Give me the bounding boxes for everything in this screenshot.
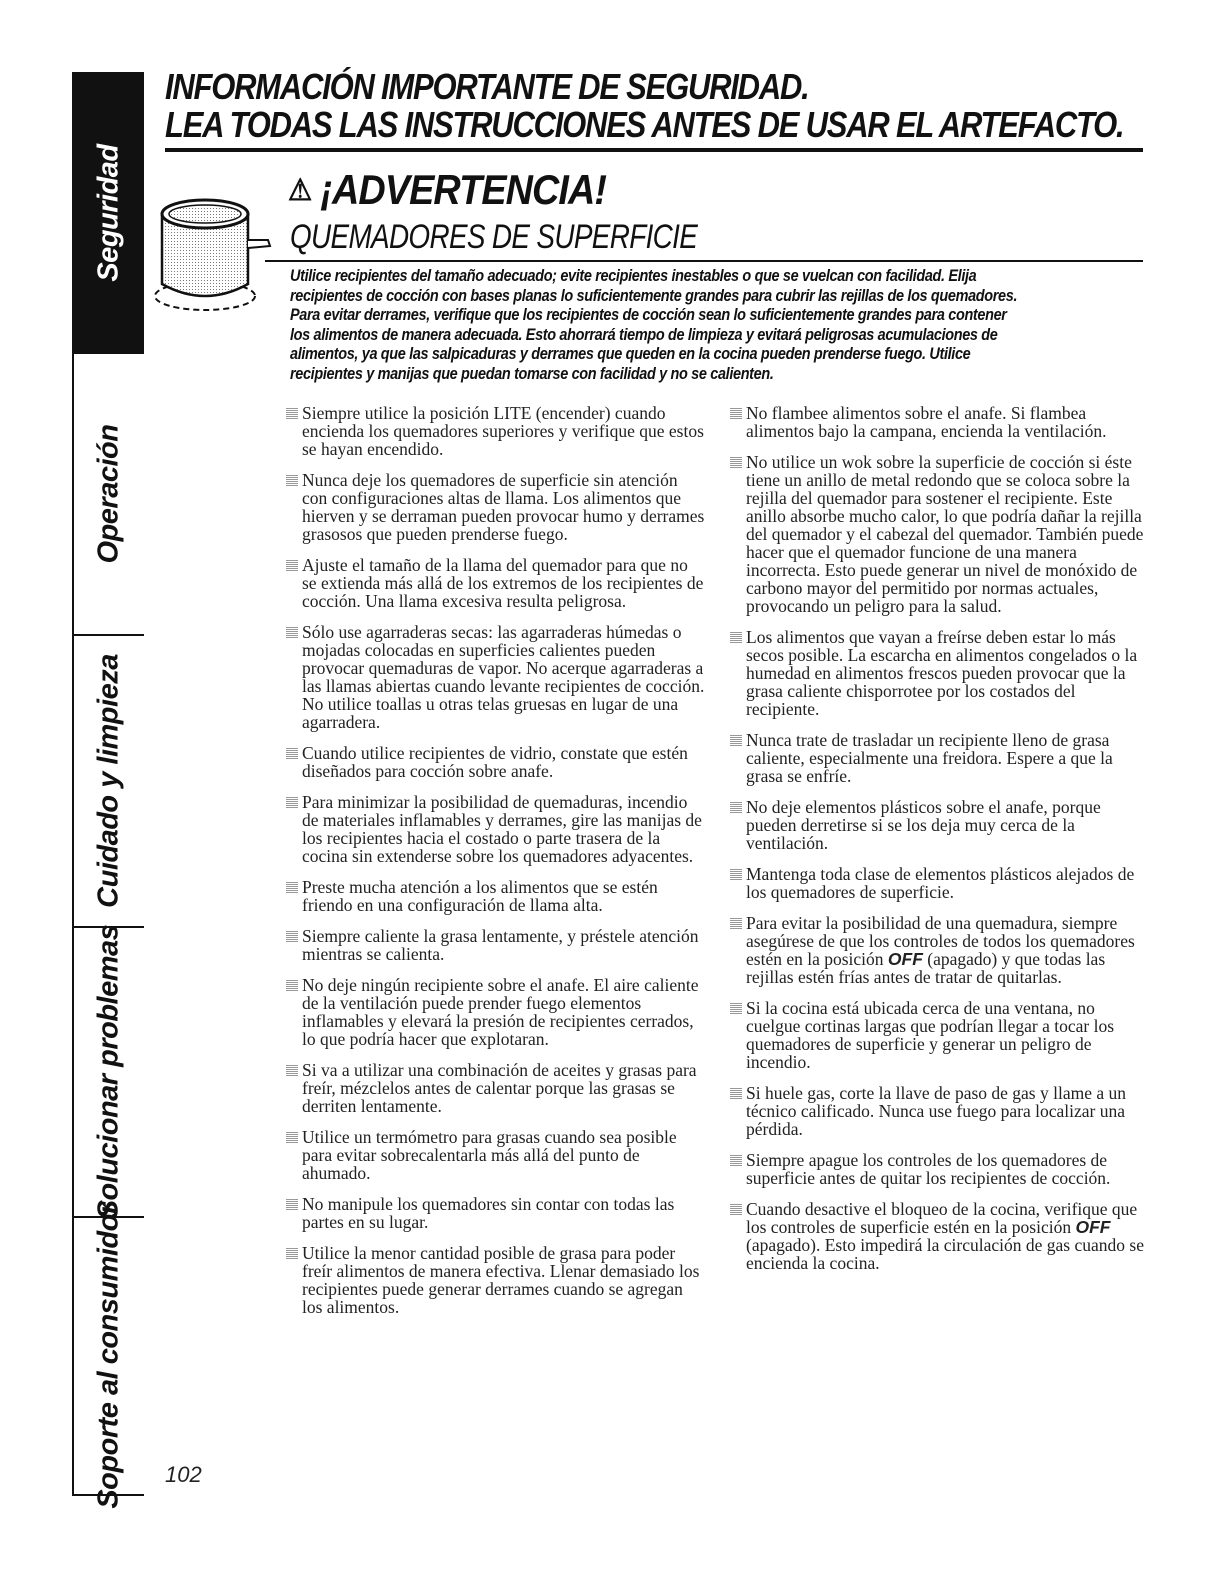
intro-line: recipientes y manijas que puedan tomarse con facilidad y no se calienten.	[290, 363, 774, 383]
bullet-icon	[286, 474, 298, 486]
pot-burner-icon	[150, 196, 275, 316]
bullet-icon	[730, 917, 742, 929]
warning-divider	[265, 260, 1143, 262]
list-item: Nunca deje los quemadores de superficie sin atención con configuraciones altas de llama. Los alimentos que hierven y se derraman pueden provocar humo y derrames grasosos que pueden prenderse fuego.	[286, 471, 706, 543]
list-item: Utilice un termómetro para grasas cuando sea posible para evitar sobrecalentarla más allá del punto de ahumado.	[286, 1128, 706, 1182]
tab-label: Operación	[92, 424, 125, 564]
header-line-1: INFORMACIÓN IMPORTANTE DE SEGURIDAD.	[165, 66, 809, 107]
tab-operacion[interactable]	[74, 354, 144, 636]
tab-label: Solucionar problemas	[92, 924, 125, 1220]
intro-line: Utilice recipientes del tamaño adecuado; evite recipientes inestables o que se vuelcan con facilidad. Elija	[290, 266, 977, 285]
bullet-icon	[730, 456, 742, 468]
intro-line: los alimentos de manera adecuada. Esto ahorrará tiempo de limpieza y evitará peligrosas acumulaciones de	[290, 324, 998, 344]
bullet-icon	[286, 747, 298, 759]
bullet-icon	[286, 559, 298, 571]
list-item: Siempre caliente la grasa lentamente, y préstele atención mientras se calienta.	[286, 927, 706, 963]
warning-intro	[290, 266, 1132, 384]
list-item: Utilice la menor cantidad posible de grasa para poder freír alimentos de manera efectiva. Llenar demasiado los recipientes puede generar derrames cuando se agregan los alimentos.	[286, 1244, 706, 1316]
tab-solucionar-problemas[interactable]	[74, 924, 144, 1220]
tab-seguridad[interactable]	[74, 74, 144, 354]
warning-triangle-icon: ⚠	[288, 173, 312, 207]
warning-title	[288, 166, 606, 214]
list-item: Si va a utilizar una combinación de aceites y grasas para freír, mézclelos antes de calentar porque las grasas se derriten lentamente.	[286, 1061, 706, 1115]
list-item: Si huele gas, corte la llave de paso de gas y llame a un técnico calificado. Nunca use fuego para localizar una pérdida.	[730, 1084, 1150, 1138]
list-item: Nunca trate de trasladar un recipiente lleno de grasa caliente, especialmente una freidora. Espere a que la grasa se enfríe.	[730, 731, 1150, 785]
list-item: Cuando utilice recipientes de vidrio, constate que estén diseñados para cocción sobre anafe.	[286, 744, 706, 780]
bullet-icon	[286, 881, 298, 893]
header-line-2: LEA TODAS LAS INSTRUCCIONES ANTES DE USAR EL ARTEFACTO.	[165, 104, 1124, 145]
list-item: Preste mucha atención a los alimentos que se estén friendo en una configuración de llama alta.	[286, 878, 706, 914]
bullet-icon	[730, 1087, 742, 1099]
list-item: Para evitar la posibilidad de una quemadura, siempre asegúrese de que los controles de todos los quemadores estén en la posición OFF (apagado) y que todas las rejillas estén frías antes de tratar de quitarlas.	[730, 914, 1150, 986]
bullet-icon	[286, 930, 298, 942]
bullet-icon	[730, 734, 742, 746]
intro-line: Para evitar derrames, verifique que los recipientes de cocción sean lo suficientemente grandes para contener	[290, 305, 1007, 325]
list-item: No utilice un wok sobre la superficie de cocción si éste tiene un anillo de metal redondo que se coloca sobre la rejilla del quemador para sostener el recipiente. Este anillo absorbe mucho calor, lo que podría dañar la rejilla del quemador y el cabezal del quemador. También puede hacer que el quemador funcione de una manera incorrecta. Esto puede generar un nivel de monóxido de carbono mayor del permitido por normas actuales, provocando un peligro para la salud.	[730, 453, 1150, 615]
tab-label: Soporte al consumidor	[92, 1203, 125, 1509]
list-item: Sólo use agarraderas secas: las agarraderas húmedas o mojadas colocadas en superficies calientes pueden provocar quemaduras de vapor. No acerque agarraderas a las llamas abiertas cuando levante recipientes de cocción. No utilice toallas u otras telas gruesas en lugar de una agarradera.	[286, 623, 706, 731]
page-header	[165, 66, 1124, 145]
left-column	[286, 404, 706, 1329]
list-item: Si la cocina está ubicada cerca de una ventana, no cuelgue cortinas largas que podrían llegar a tocar los quemadores de superficie y generar un peligro de incendio.	[730, 999, 1150, 1071]
header-divider	[165, 148, 1143, 152]
bullet-icon	[730, 801, 742, 813]
bullet-icon	[286, 979, 298, 991]
bullet-icon	[286, 1064, 298, 1076]
bullet-icon	[730, 1154, 742, 1166]
list-item: No deje elementos plásticos sobre el anafe, porque pueden derretirse si se los deja muy cerca de la ventilación.	[730, 798, 1150, 852]
tab-label: Cuidado y limpieza	[92, 654, 125, 908]
tab-soporte-al-consumidor[interactable]	[74, 1203, 144, 1509]
bullet-icon	[730, 407, 742, 419]
warning-subtitle: QUEMADORES DE SUPERFICIE	[290, 218, 698, 256]
bullet-icon	[286, 796, 298, 808]
list-item: Los alimentos que vayan a freírse deben estar lo más secos posible. La escarcha en alimentos congelados o la humedad en alimentos frescos pueden provocar que la grasa caliente chisporrotee por los costados del recipiente.	[730, 628, 1150, 718]
bullet-icon	[286, 407, 298, 419]
bullet-icon	[286, 626, 298, 638]
list-item: Cuando desactive el bloqueo de la cocina, verifique que los controles de superficie estén en la posición OFF (apagado). Esto impedirá la circulación de gas cuando se encienda la cocina.	[730, 1200, 1150, 1272]
tab-label: Seguridad	[92, 144, 125, 282]
bullet-icon	[286, 1131, 298, 1143]
list-item: Ajuste el tamaño de la llama del quemador para que no se extienda más allá de los extremos de los recipientes de cocción. Una llama excesiva resulta peligrosa.	[286, 556, 706, 610]
bullet-icon	[730, 631, 742, 643]
list-item: No flambee alimentos sobre el anafe. Si flambea alimentos bajo la campana, encienda la ventilación.	[730, 404, 1150, 440]
bullet-icon	[286, 1247, 298, 1259]
intro-line: alimentos, ya que las salpicaduras y derrames que queden en la cocina pueden prenderse fuego. Utilice	[290, 344, 971, 364]
off-label: OFF	[887, 949, 923, 969]
list-item: No manipule los quemadores sin contar con todas las partes en su lugar.	[286, 1195, 706, 1231]
section-tabs	[72, 72, 144, 1509]
bullet-icon	[286, 1198, 298, 1210]
list-item: Mantenga toda clase de elementos plásticos alejados de los quemadores de superficie.	[730, 865, 1150, 901]
warning-title-text: ¡ADVERTENCIA!	[320, 166, 607, 213]
tab-cuidado-y-limpieza[interactable]	[74, 636, 144, 928]
bullet-icon	[730, 1002, 742, 1014]
bullet-icon	[730, 1203, 742, 1215]
list-item: Para minimizar la posibilidad de quemaduras, incendio de materiales inflamables y derrames, gire las manijas de los recipientes hacia el costado o parte trasera de la cocina sin extenderse sobre los quemadores adyacentes.	[286, 793, 706, 865]
list-item: No deje ningún recipiente sobre el anafe. El aire caliente de la ventilación puede prender fuego elementos inflamables y elevará la presión de recipientes cerrados, lo que podría hacer que explotaran.	[286, 976, 706, 1048]
bullet-icon	[730, 868, 742, 880]
page-number: 102	[165, 1462, 202, 1487]
list-item: Siempre apague los controles de los quemadores de superficie antes de quitar los recipientes de cocción.	[730, 1151, 1150, 1187]
off-label: OFF	[1075, 1217, 1111, 1237]
list-item: Siempre utilice la posición LITE (encender) cuando encienda los quemadores superiores y verifique que estos se hayan encendido.	[286, 404, 706, 458]
intro-line: recipientes de cocción con bases planas lo suficientemente grandes para cubrir las rejillas de los quemadores.	[290, 285, 1018, 305]
right-column	[730, 404, 1150, 1285]
